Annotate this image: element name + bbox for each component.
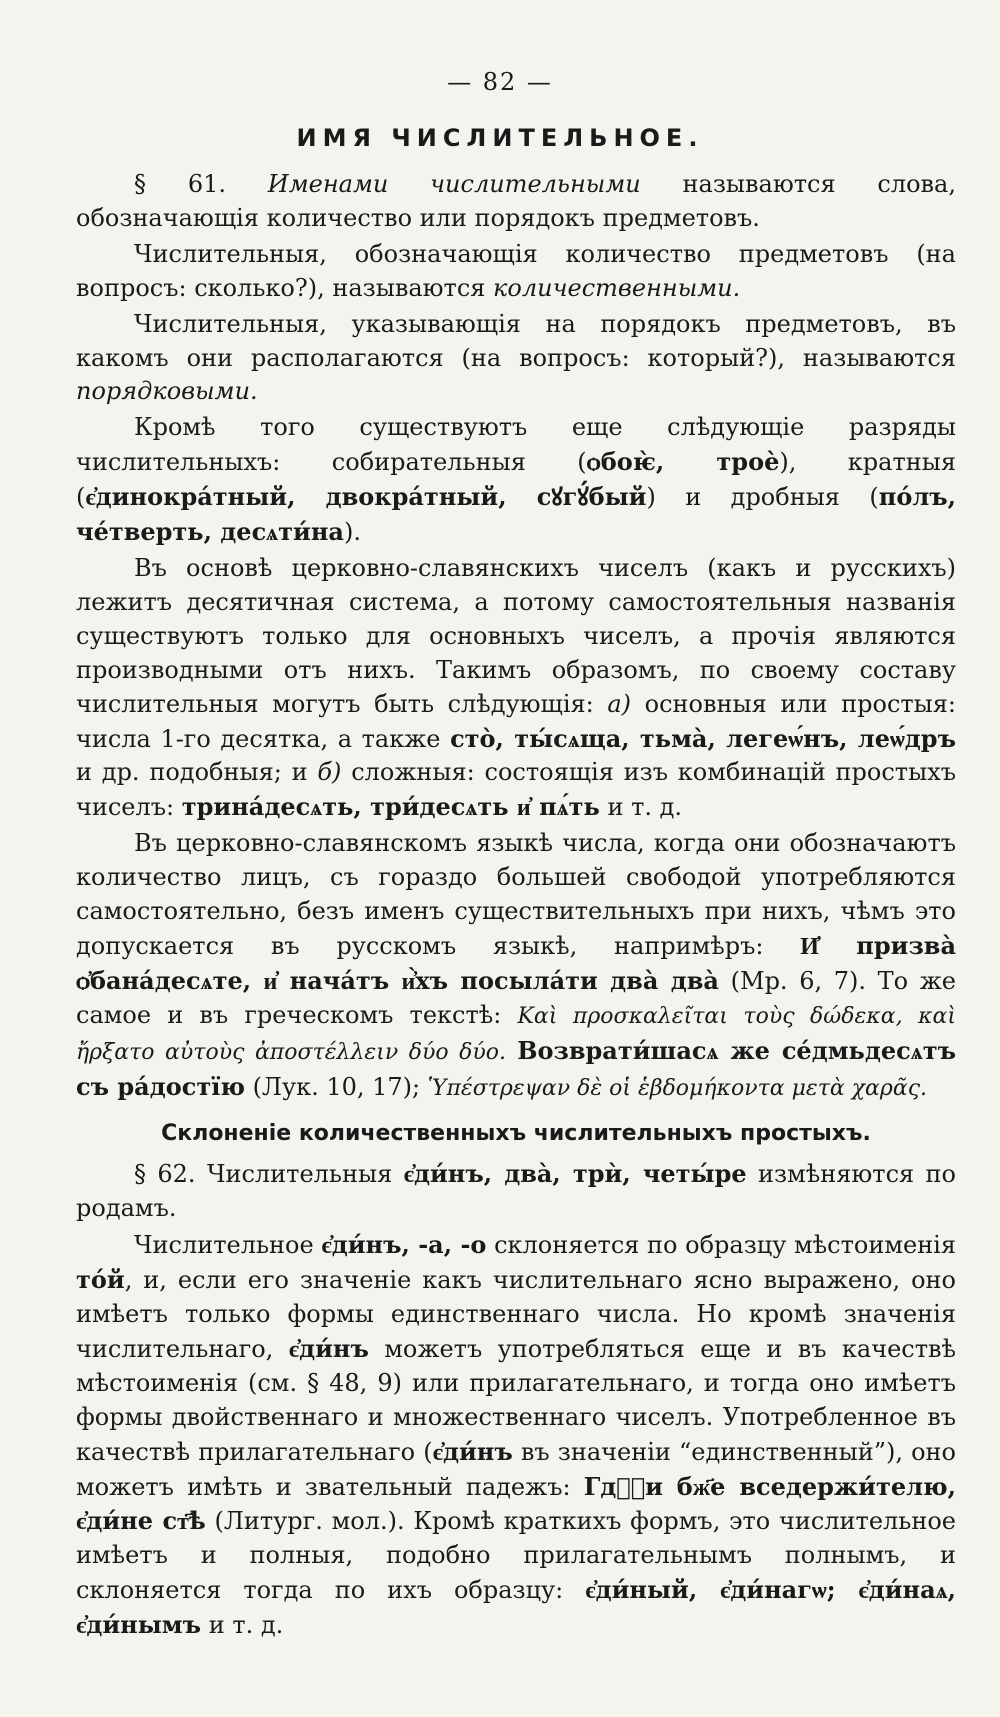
paragraph-62: § 62. Числительныя є҆ди́нъ, два̀, трѝ, четы́ре измѣняются по родамъ. <box>76 1159 956 1223</box>
paragraph-ordinal: Числительныя, указывающія на порядокъ предметовъ, въ какомъ они располагаются (на вопросъ: который?), называются порядковыми. <box>76 309 956 406</box>
section-subheading: Склоненіе количественныхъ числительныхъ простыхъ. <box>161 1121 871 1147</box>
chapter-heading: ИМЯ ЧИСЛИТЕЛЬНОЕ. <box>296 124 704 152</box>
page-body <box>76 168 956 1645</box>
paragraph-decimal-system: Въ основѣ церковно-славянскихъ чиселъ (какъ и русскихъ) лежитъ десятичная система, а потому самостоятельныя названія существуютъ только для основныхъ чиселъ, а прочія являются производными отъ нихъ. Такимъ образомъ, по своему составу числительныя могутъ быть слѣдующія: а) основныя или простыя: числа 1-го десятка, а также сто̀, ты́сѧща, тьма̀, легеѡ́нъ, леѡ́дръ и др. подобныя; и б) сложныя: состоящія изъ комбинацій простыхъ чиселъ: трина́десѧть, три́десѧть и҆ пѧ́ть и т. д. <box>76 553 956 822</box>
paragraph-categories: Кромѣ того существуютъ еще слѣдующіе разряды числительныхъ: собирательныя (ѻбоѥ̀, троѐ), кратныя (є҆динокра́тный, двокра́тный, сꙋгꙋ́бый) и дробныя (по́лъ, че́тверть, десѧти́на). <box>76 413 957 547</box>
paragraph-edin: Числительное є҆ди́нъ, -а, -о склоняется по образцу мѣстоименія то́й, и, если его значеніе какъ числительнаго ясно выражено, оно имѣетъ только формы единственнаго числа. Но кромѣ значенія числительнаго, є҆ди́нъ можетъ употребляться еще и въ качествѣ мѣстоименія (см. § 48, 9) или прилагательнаго, и тогда оно имѣетъ формы двойственнаго и множественнаго чиселъ. Употребленное въ качествѣ прилагательнаго (є҆ди́нъ въ значеніи “единственный”), оно можетъ имѣть и звательный падежъ: Гдⷭ҇и бж҃е вседержи́телю, є҆ди́не ст҃ѣ (Литург. мол.). Кромѣ краткихъ формъ, это числительное имѣетъ и полныя, подобно прилагательнымъ полнымъ, и склоняется тогда по ихъ образцу: є҆ди́ный, є҆ди́нагѡ; є҆ди́наѧ, є҆ди́нымъ и т. д. <box>76 1230 957 1640</box>
paragraph-usage: Въ церковно-славянскомъ языкѣ числа, когда они обозначаютъ количество лицъ, съ гораздо большей свободой употребляются самостоятельно, безъ именъ существительныхъ при нихъ, чѣмъ это допускается въ русскомъ языкѣ, напримѣръ: И҆ призва̀ ѻ҆бана́десѧте, и҆ нача́тъ и҆̀хъ посыла́ти два̀ два̀ (Мр. 6, 7). То же самое и въ греческомъ текстѣ: Καὶ προσκαλεῖται τοὺς δώδεκα, καὶ ἤρξατο αὐτοὺς ἀποστέλλειν δύο δύο. Возврати́шасѧ же се́дмьдесѧтъ съ ра́достїю (Лук. 10, 17); Ὑπέστρεψαν δὲ οἱ ἑβδομήκοντα μετὰ χαρᾶς. <box>76 829 956 1101</box>
page-number: — 82 — <box>447 68 553 96</box>
paragraph-cardinal: Числительныя, обозначающія количество предметовъ (на вопросъ: сколько?), называются количественными. <box>76 239 956 302</box>
paragraph-61: § 61. Именами числительными называются слова, обозначающія количество или порядокъ предметовъ. <box>76 170 956 232</box>
